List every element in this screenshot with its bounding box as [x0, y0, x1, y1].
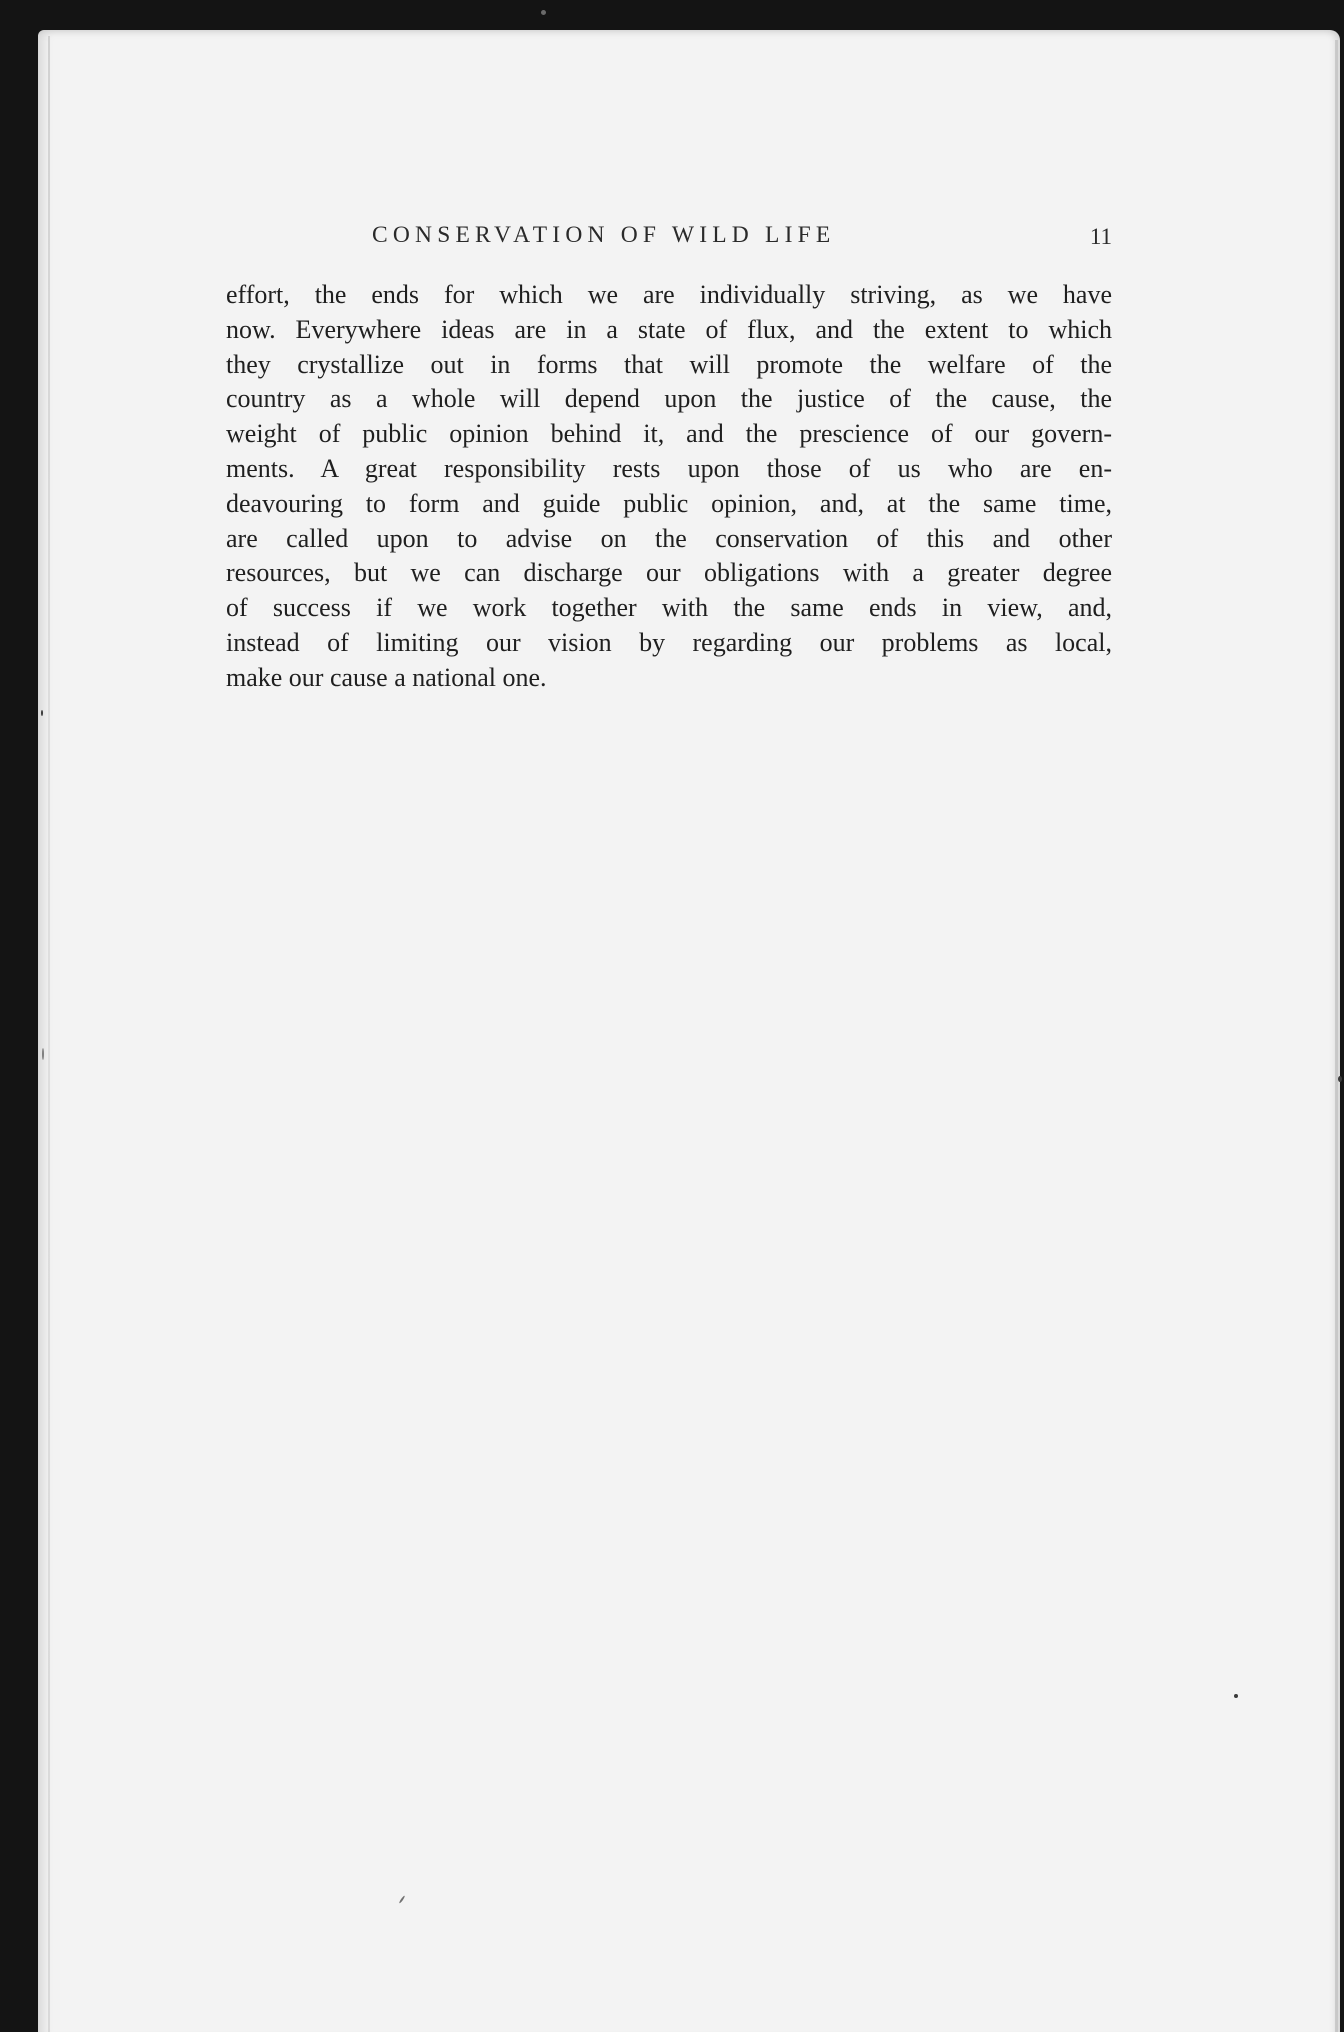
scan-speck	[1338, 1076, 1342, 1082]
text-line: they crystallize out in forms that will promote the welfare of the	[226, 349, 1112, 379]
scan-speck	[42, 1048, 44, 1060]
running-head-title: CONSERVATION OF WILD LIFE	[372, 222, 836, 248]
text-line: resources, but we can discharge our obligations with a greater degree	[226, 558, 1112, 588]
page-gutter-edge	[48, 36, 50, 2032]
body-paragraph	[226, 278, 1112, 696]
scan-speck	[41, 710, 43, 716]
text-line: effort, the ends for which we are individually striving, as we have	[226, 280, 1112, 309]
page-number: 11	[1089, 224, 1112, 249]
scan-speck	[541, 10, 546, 15]
scan-speck	[1234, 1694, 1238, 1698]
text-line: ments. A great responsibility rests upon those of us who are en-	[226, 453, 1112, 483]
text-line: country as a whole will depend upon the justice of the cause, the	[226, 384, 1112, 414]
text-line: weight of public opinion behind it, and the prescience of our govern-	[226, 419, 1112, 449]
text-line: make our cause a national one.	[226, 662, 547, 692]
page-right-edge	[1335, 40, 1338, 2032]
text-line: are called upon to advise on the conservation of this and other	[226, 523, 1112, 553]
running-header	[226, 222, 1112, 258]
text-line: instead of limiting our vision by regarding our problems as local,	[226, 627, 1112, 657]
text-line: deavouring to form and guide public opinion, and, at the same time,	[226, 488, 1112, 518]
text-line: now. Everywhere ideas are in a state of flux, and the extent to which	[226, 314, 1112, 344]
text-line: of success if we work together with the same ends in view, and,	[226, 593, 1112, 623]
